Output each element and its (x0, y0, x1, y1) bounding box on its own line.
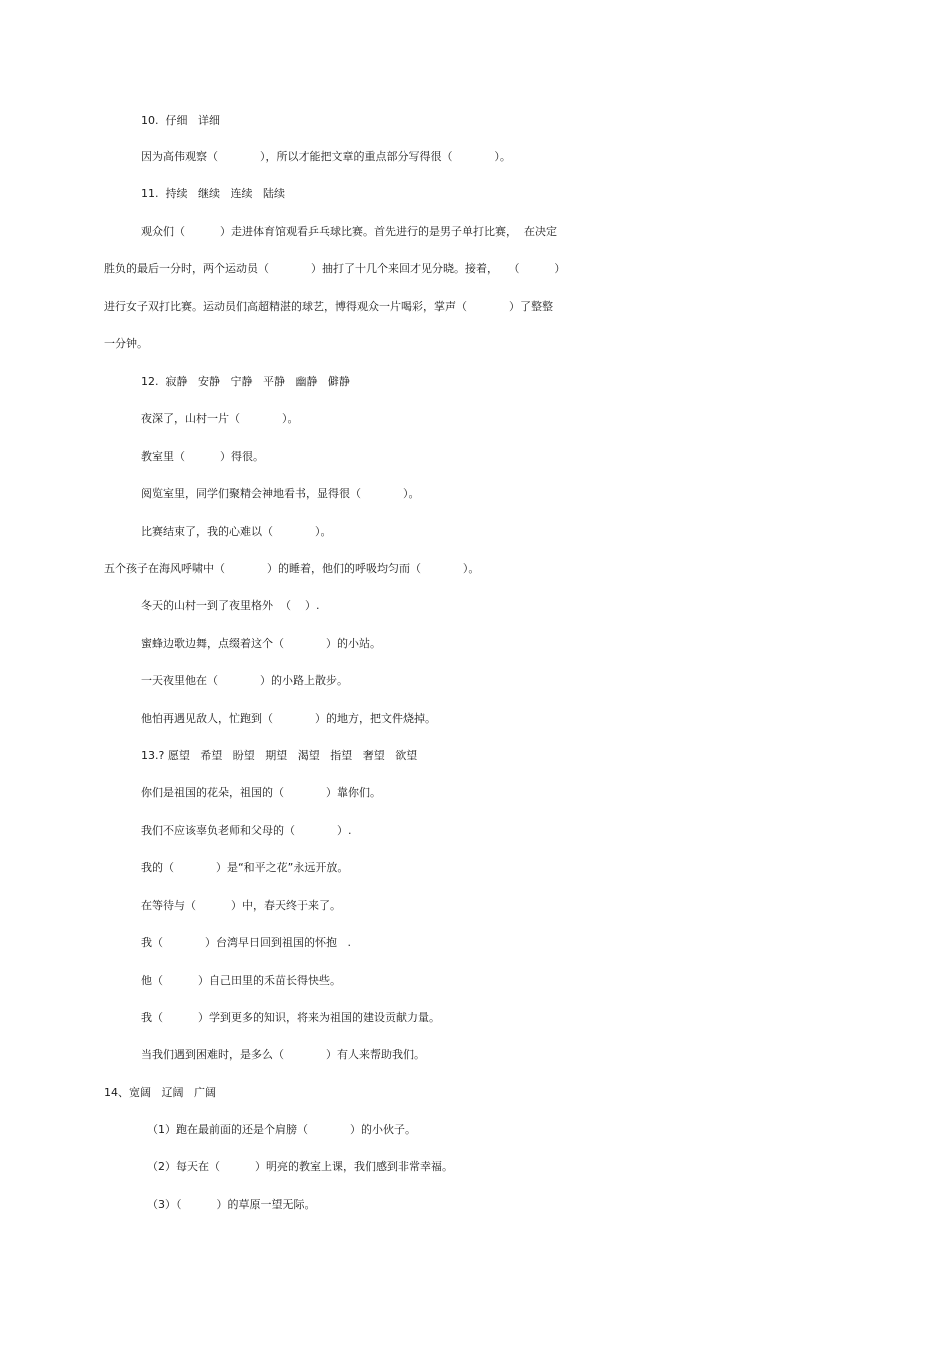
q12-sentence-5: 五个孩子在海风呼啸中（ ）的睡着，他们的呼吸均匀而（ ）。 (104, 562, 480, 575)
q13-sentence-3: 我的（ ）是“和平之花”永远开放。 (141, 861, 349, 874)
q12-sentence-1: 夜深了，山村一片（ ）。 (141, 412, 299, 425)
q14-item-2: （2）每天在（ ）明亮的教室上课，我们感到非常幸福。 (147, 1160, 453, 1173)
q11-heading: 11. 持续 继续 连续 陆续 (141, 187, 285, 200)
q11-paragraph-line-3: 进行女子双打比赛。运动员们高超精湛的球艺，博得观众一片喝彩，掌声（ ）了整整 (104, 300, 553, 313)
q13-sentence-5: 我（ ）台湾早日回到祖国的怀抱 . (141, 936, 351, 949)
q13-sentence-2: 我们不应该辜负老师和父母的（ ）. (141, 824, 352, 837)
q12-heading: 12. 寂静 安静 宁静 平静 幽静 僻静 (141, 375, 350, 388)
q14-heading: 14、宽阔 辽阔 广阔 (104, 1086, 216, 1099)
q12-sentence-8: 一天夜里他在（ ）的小路上散步。 (141, 674, 348, 687)
q11-paragraph-line-1: 观众们（ ）走进体育馆观看乒乓球比赛。首先进行的是男子单打比赛， 在决定 (141, 225, 557, 238)
q10-sentence-1: 因为高伟观察（ ），所以才能把文章的重点部分写得很（ ）。 (141, 150, 511, 163)
q14-item-1: （1）跑在最前面的还是个肩膀（ ）的小伙子。 (147, 1123, 416, 1136)
q14-item-3: （3）（ ）的草原一望无际。 (147, 1198, 316, 1211)
q13-heading: 13.? 愿望 希望 盼望 期望 渴望 指望 奢望 欲望 (141, 749, 418, 762)
q12-sentence-4: 比赛结束了，我的心难以（ ）。 (141, 525, 332, 538)
q12-sentence-3: 阅览室里，同学们聚精会神地看书，显得很（ ）。 (141, 487, 420, 500)
q11-paragraph-line-4: 一分钟。 (104, 337, 148, 350)
q13-sentence-8: 当我们遇到困难时，是多么（ ）有人来帮助我们。 (141, 1048, 425, 1061)
q12-sentence-2: 教室里（ ）得很。 (141, 450, 264, 463)
q13-sentence-7: 我（ ）学到更多的知识，将来为祖国的建设贡献力量。 (141, 1011, 440, 1024)
q13-sentence-6: 他（ ）自己田里的禾苗长得快些。 (141, 974, 341, 987)
q12-sentence-7: 蜜蜂边歌边舞，点缀着这个（ ）的小站。 (141, 637, 381, 650)
q13-sentence-4: 在等待与（ ）中，春天终于来了。 (141, 899, 341, 912)
q11-paragraph-line-2: 胜负的最后一分时，两个运动员（ ）抽打了十几个来回才见分晓。接着， （ ） (104, 262, 566, 275)
q13-sentence-1: 你们是祖国的花朵，祖国的（ ）靠你们。 (141, 786, 381, 799)
q12-sentence-9: 他怕再遇见敌人，忙跑到（ ）的地方，把文件烧掉。 (141, 712, 436, 725)
q12-sentence-6: 冬天的山村一到了夜里格外 （ ）. (141, 599, 320, 612)
q10-heading: 10. 仔细 详细 (141, 114, 220, 127)
